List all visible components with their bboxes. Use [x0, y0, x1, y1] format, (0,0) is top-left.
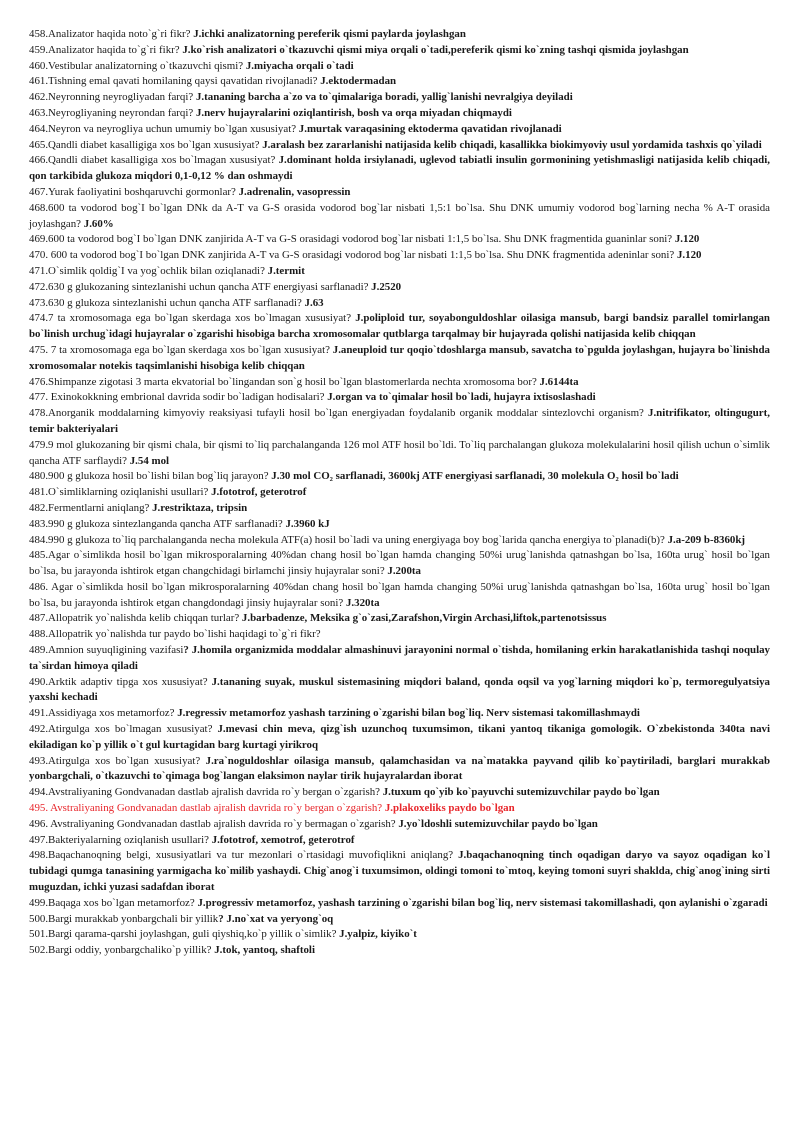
question-item [29, 138, 770, 154]
question-item [29, 754, 770, 786]
question-item [29, 469, 770, 485]
question-text: 462.Neyronning neyrogliyadan farqi? [29, 91, 196, 104]
question-item [29, 106, 770, 122]
question-text: 486. Agar o`simlikda hosil bo`lgan mikrosporalarning 40%dan chang hosil bo`lgan hamda changing 50%i urug`lanishda qatnashgan bo`lsa, 160ta urug` hosil bo`lgan bo`lsa, bu jarayonda ishtirok etgan changdondagi jinsiy hujayralar soni? [29, 580, 770, 609]
question-item [29, 533, 770, 549]
question-item [29, 406, 770, 438]
question-text: 501.Bargi qarama-qarshi joylashgan, guli qiyshiq,ko`p yillik o`simlik? [29, 928, 340, 941]
question-text: 477. Exinokokkning embrional davrida sodir bo`ladigan hodisalari? [29, 391, 328, 404]
question-item [29, 153, 770, 185]
answer-text: J.ichki analizatorning pereferik qismi paylarda joylashgan [193, 28, 466, 40]
answer-text: J.organ va to`qimalar hosil bo`ladi, hujayra ixtisoslashadi [327, 391, 596, 404]
answer-text: J.ektodermadan [320, 75, 397, 88]
question-item [29, 675, 770, 707]
answer-text: ? J.homila organizmida moddalar almashinuvi jarayonini normal o`tishda, homilaning erkin harakatlanishida tashqi noqulay ta`sirdan himoya qiladi [29, 644, 771, 672]
answer-text: J.63 [304, 296, 324, 309]
answer-text: J.54 mol [129, 454, 170, 467]
answer-text: J.a-209 b-8360kj [667, 533, 746, 546]
question-item [29, 248, 770, 264]
question-item [29, 943, 770, 959]
question-item [29, 801, 770, 817]
question-item [29, 706, 770, 722]
question-text: 490.Arktik adaptiv tipga xos xususiyat? [29, 675, 212, 688]
question-item [29, 43, 770, 59]
question-text: 465.Qandli diabet kasalligiga xos bo`lgan xususiyat? [29, 138, 263, 151]
question-item [29, 517, 770, 533]
answer-text: J.3960 kJ [285, 517, 330, 530]
question-text: 480.900 g glukoza hosil bo`lishi bilan bog`liq jarayon? [29, 470, 272, 483]
question-text: 471.O`simlik qoldig`I va yog`ochlik bilan oziqlanadi? [29, 264, 268, 277]
question-text: 484.990 g glukoza to`liq parchalanganda necha molekula ATF(a) hosil bo`ladi va uning energiyaga boy bog`larida qancha energiya to`planadi(b)? [29, 533, 668, 546]
question-text: 463.Neyrogliyaning neyrondan farqi? [29, 106, 196, 119]
question-text: 502.Bargi oddiy, yonbargchaliko`p yillik? [29, 944, 215, 957]
question-item [29, 311, 770, 343]
question-item [29, 122, 770, 138]
question-text: 482.Fermentlarni aniqlang? [29, 501, 153, 514]
question-text: 489.Amnion suyuqligining vazifasi [29, 644, 184, 657]
question-item [29, 27, 770, 43]
answer-text: J.ko`rish analizatori o`tkazuvchi qismi miya orqali o`tadi,pereferik qismi ko`zning tashqi qismida joylashgan [182, 43, 689, 56]
answer-text: J.320ta [345, 596, 380, 609]
answer-text: J.tuxum qo`yib ko`payuvchi sutemizuvchilar paydo bo`lgan [382, 786, 660, 799]
question-text: 491.Assidiyaga xos metamorfoz? [29, 707, 178, 720]
question-text: 479.9 mol glukozaning bir qismi chala, bir qismi to`liq parchalanganda 126 mol ATF hosil bo`ldi. To`liq parchalangan glukoza molekulalarini hosil qilish uchun o`simlik qancha ATF sarflaydi? [29, 438, 770, 467]
question-text: 459.Analizator haqida to`g`ri fikr? [29, 43, 183, 56]
question-text: 473.630 g glukoza sintezlanishi uchun qancha ATF sarflanadi? [29, 296, 305, 309]
answer-text: J.adrenalin, vasopressin [238, 185, 351, 198]
question-text: 495. Avstraliyaning Gondvanadan dastlab ajralish davrida ro`y bergan o`zgarish? [29, 802, 385, 815]
question-item [29, 390, 770, 406]
question-item [29, 59, 770, 75]
question-item [29, 485, 770, 501]
question-item [29, 817, 770, 833]
question-text: 499.Baqaga xos bo`lgan metamorfoz? [29, 896, 198, 909]
question-text: 467.Yurak faoliyatini boshqaruvchi gormonlar? [29, 185, 239, 198]
answer-text: J.fototrof, geterotrof [211, 486, 307, 499]
question-text: 481.O`simliklarning oziqlanishi usullari? [29, 486, 212, 499]
question-item [29, 722, 770, 754]
question-text: 472.630 g glukozaning sintezlanishi uchun qancha ATF energiyasi sarflanadi? [29, 280, 372, 293]
answer-text: J.plakoxeliks paydo bo`lgan [384, 802, 515, 815]
question-text: 500.Bargi murakkab yonbargchali bir yillik [29, 912, 219, 925]
question-item [29, 185, 770, 201]
answer-text: J.regressiv metamorfoz yashash tarzining o`zgarishi bilan bog`liq. Nerv sistemasi takomillashmaydi [177, 707, 640, 720]
answer-text: J.murtak varaqasining ektoderma qavatidan rivojlanadi [298, 122, 562, 135]
question-text: 464.Neyron va neyrogliya uchun umumiy bo`lgan xususiyat? [29, 122, 299, 135]
question-item [29, 848, 770, 895]
question-text: 476.Shimpanze zigotasi 3 marta ekvatorial bo`lingandan son`g hosil bo`lgan blastomerlarda nechta xromosoma bor? [29, 375, 540, 388]
answer-text: J.60% [83, 217, 114, 230]
question-item [29, 90, 770, 106]
question-text: 492.Atirgulga xos bo`lmagan xususiyat? [29, 723, 218, 736]
answer-text: J.120 [674, 233, 700, 246]
question-item [29, 264, 770, 280]
question-text: 487.Allopatrik yo`nalishda kelib chiqqan turlar? [29, 612, 242, 625]
question-item [29, 627, 770, 643]
question-item [29, 501, 770, 517]
question-item [29, 438, 770, 470]
question-text: 468.600 ta vodorod bog`I bo`lgan DNk da A-T va G-S orasida vodorod bog`lar nisbati 1,5:1 bo`lsa. Shu DNK umumiy vodorod bog`larning necha % A-T orasida joylashgan? [29, 201, 770, 230]
answer-text: J.tananing barcha a`zo va to`qimalariga boradi, yallig`lanishi nevralgiya deyiladi [195, 91, 573, 104]
answer-text: J.miyacha orqali o`tadi [245, 59, 354, 72]
answer-text: J.poliploid tur, soyabonguldoshlar oilasiga mansub, bargi bandsiz parallel tomirlangan bo`linish urchug`idagi hujayralar o`zgarishi hisobiga barcha xromosomalar qutblarga tarqalmay bir hujayrada qolishi natijasida kelib chiqqan [29, 312, 770, 341]
question-item [29, 785, 770, 801]
question-text: 470. 600 ta vodorod bog`I bo`lgan DNK zanjirida A-T va G-S orasidagi vodorod bog`lar nisbati 1:1,5 bo`lsa. Shu DNK fragmentida adeninlar soni? [29, 249, 677, 262]
answer-text: J.tananing suyak, muskul sistemasining miqdori baland, qonda oqsil va yog`larning miqdori ko`p, termoregulyatsiya yaxshi kechadi [29, 675, 770, 704]
answer-text: J.yalpiz, kiyiko`t [339, 928, 417, 941]
question-text: 498.Baqachanoqning belgi, xususiyatlari va tur mezonlari o`rtasidagi muvofiqlikni aniqlang? [29, 849, 459, 862]
answer-text: J.nitrifikator, oltingugurt, temir bakteriyalari [29, 407, 770, 435]
question-item [29, 912, 770, 928]
question-item [29, 580, 770, 612]
question-text: 474.7 ta xromosomaga ega bo`lgan skerdaga xos bo`lmagan xususiyat? [29, 312, 356, 325]
answer-text: J.mevasi chin meva, qizg`ish uzunchoq tuxumsimon, tikani yantoq tikaniga gomologik. O`zbekistonda 340ta navi ekiladigan ko`p yillik o`t gul kurtagidan barg kurtagi yirikroq [29, 723, 770, 751]
question-text: 497.Bakteriyalarning oziqlanish usullari? [29, 833, 212, 846]
question-item [29, 548, 770, 580]
answer-text: J.restriktaza, tripsin [152, 501, 248, 514]
question-text: 475. 7 ta xromosomaga ega bo`lgan skerdaga xos bo`lgan xususiyat? [29, 343, 333, 356]
answer-text: J.ra`noguldoshlar oilasiga mansub, qalamchasidan va na`matakka payvand qilib ko`paytiriladi, barglari murakkab yonbargchali, o`tkazuvchi to`qimaga bog`langan elaksimon naylar tirik hujayralardan iborat [29, 754, 770, 783]
question-text: 483.990 g glukoza sintezlanganda qancha ATF sarflanadi? [29, 517, 286, 530]
question-text: 460.Vestibular analizatorning o`tkazuvchi qismi? [29, 59, 246, 72]
question-text: 458.Analizator haqida noto`g`ri fikr? [29, 28, 194, 40]
answer-text: J.nerv hujayralarini oziqlantirish, bosh va orqa miyadan chiqmaydi [195, 106, 512, 119]
answer-text: J.termit [267, 264, 305, 277]
answer-text: J.yo`ldoshli sutemizuvchilar paydo bo`lgan [398, 817, 598, 830]
answer-text: J.aneuploid tur qoqio`tdoshlarga mansub, savatcha to`pgulda joylashgan, hujayra bo`linishda xromosomalar notekis taqsimlanishi hisobiga kelib chiqqan [29, 343, 770, 372]
question-item [29, 611, 770, 627]
question-text: 478.Anorganik moddalarning kimyoviy reaksiyasi tufayli hosil bo`lgan energiyadan foydalanib organik moddalar sintezlovchi organism? [29, 407, 648, 420]
answer-text: J.aralash bez zararlanishi natijasida kelib chiqadi, kasallikka biokimyoviy usul yordamida tashxis qo`yiladi [262, 138, 762, 151]
question-text: 461.Tishning emal qavati homilaning qaysi qavatidan rivojlanadi? [29, 75, 321, 88]
answer-text: J.fototrof, xemotrof, geterotrof [211, 833, 355, 846]
question-item [29, 896, 770, 912]
question-text: 488.Allopatrik yo`nalishda tur paydo bo`lishi haqidagi to`g`ri fikr? [29, 628, 321, 641]
answer-text: J.progressiv metamorfoz, yashash tarzining o`zgarishi bilan bog`liq, nerv sistemasi takomillashadi, qon aylanishi o`zgaradi [197, 896, 768, 909]
answer-text: J.200ta [387, 565, 421, 578]
answer-text: J.2520 [371, 280, 402, 293]
question-item [29, 833, 770, 849]
question-item [29, 280, 770, 296]
question-item [29, 296, 770, 312]
answer-text: J.30 mol CO₂ sarflanadi, 3600kj ATF energiyasi sarflanadi, 30 molekula O₂ hosil bo`ladi [271, 470, 679, 483]
question-item [29, 232, 770, 248]
answer-text: ? J.no`xat va yeryong`oq [218, 912, 334, 925]
answer-text: J.tok, yantoq, shaftoli [214, 944, 315, 957]
question-text: 469.600 ta vodorod bog`I bo`lgan DNK zanjirida A-T va G-S orasidagi vodorod bog`lar nisbati 1:1,5 bo`lsa. Shu DNK fragmentida guaninlar soni? [29, 233, 675, 246]
question-item [29, 343, 770, 375]
answer-text: J.baqachanoqning tinch oqadigan daryo va sayoz oqadigan ko`l tubidagi qumga tanasining yarmigacha ko`milib yashaydi. Chig`anog`i tuxumsimon, oldingi tomoni to`mtoq, keying tomoni suyri shaklda, chig`anog`ining sirti muguzdan, ichki yuzasi sadafdan iborat [29, 849, 770, 894]
question-text: 485.Agar o`simlikda hosil bo`lgan mikrosporalarning 40%dan chang hosil bo`lgan hamda changing 50%i urug`lanishda qatnashgan bo`lsa, 160ta urug` hosil bo`lgan bo`lsa, bu jarayonda ishtirok etgan changchidagi birlamchi jinsiy hujayralar soni? [29, 549, 770, 578]
question-text: 494.Avstraliyaning Gondvanadan dastlab ajralish davrida ro`y bergan o`zgarish? [29, 786, 383, 799]
answer-text: J.dominant holda irsiylanadi, uglevod tabiatli insulin gormonining yetishmasligi natijasida kelib chiqadi, qon tarkibida glukoza miqdori 0,1-0,12 % dan oshmaydi [29, 154, 770, 183]
question-item [29, 927, 770, 943]
question-item [29, 201, 770, 233]
question-text: 493.Atirgulga xos bo`lgan xususiyat? [29, 754, 206, 767]
answer-text: J.120 [676, 249, 702, 262]
question-text: 466.Qandli diabet kasalligiga xos bo`lmagan xususiyat? [29, 154, 279, 167]
question-text: 496. Avstraliyaning Gondvanadan dastlab ajralish davrida ro`y bermagan o`zgarish? [29, 817, 399, 830]
answer-text: J.barbadenze, Meksika g`o`zasi,Zarafshon,Virgin Archasi,liftok,partenotsissus [241, 612, 607, 625]
question-item [29, 375, 770, 391]
question-item [29, 74, 770, 90]
answer-text: J.6144ta [539, 375, 579, 388]
question-item [29, 643, 770, 675]
